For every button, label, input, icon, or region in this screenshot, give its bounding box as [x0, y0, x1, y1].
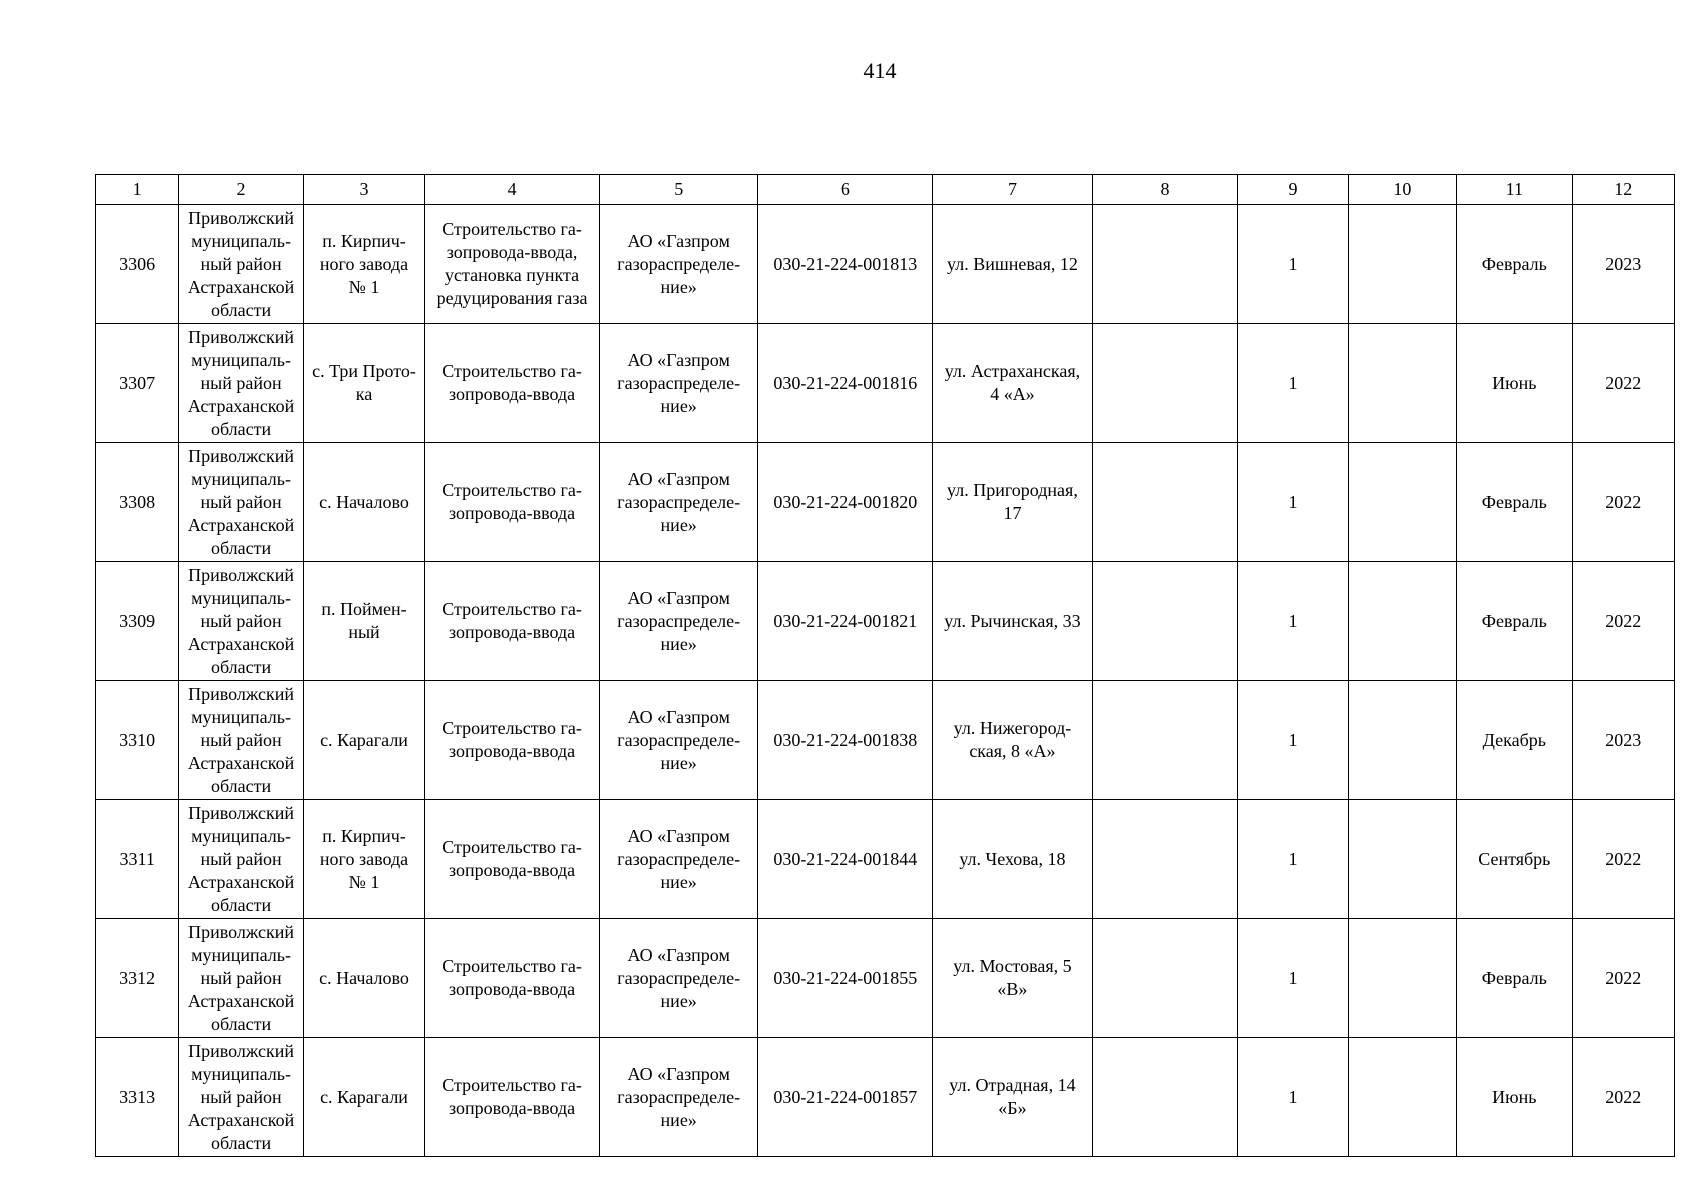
locality-cell	[303, 919, 424, 1038]
month-cell-text: Февраль	[1481, 253, 1547, 274]
quantity-cell-text: 1	[1288, 848, 1298, 869]
quantity-cell	[1238, 919, 1348, 1038]
year-cell	[1572, 443, 1674, 562]
table-row	[96, 205, 1675, 324]
year-cell	[1572, 1038, 1674, 1157]
locality-cell-text: с. Карагали	[320, 729, 408, 750]
column-10-cell	[1348, 800, 1456, 919]
address-cell-text: ул. Чехова, 18	[959, 848, 1066, 869]
organization-cell-text: АО «Газпром газораспределе- ние»	[617, 944, 741, 1011]
row-number-cell	[96, 800, 179, 919]
table-body	[96, 205, 1675, 1157]
year-cell-text: 2022	[1605, 848, 1642, 869]
locality-cell	[303, 681, 424, 800]
column-10-cell	[1348, 205, 1456, 324]
address-cell-text: ул. Отрадная, 14 «Б»	[949, 1075, 1076, 1118]
column-8-cell	[1092, 205, 1238, 324]
quantity-cell-text: 1	[1288, 1086, 1298, 1107]
address-cell	[933, 205, 1093, 324]
column-8-cell	[1092, 562, 1238, 681]
table-row	[96, 1038, 1675, 1157]
month-cell-text: Сентябрь	[1478, 848, 1551, 869]
table-row	[96, 800, 1675, 919]
quantity-cell	[1238, 324, 1348, 443]
work-type-cell	[425, 1038, 600, 1157]
district-cell-text: Приволжский муниципаль- ный район Астраханской области	[187, 207, 295, 320]
month-cell	[1457, 1038, 1572, 1157]
address-cell-text: ул. Пригородная, 17	[947, 480, 1078, 523]
work-type-cell	[425, 562, 600, 681]
column-header: 1	[96, 175, 179, 205]
column-8-cell	[1092, 919, 1238, 1038]
locality-cell	[303, 443, 424, 562]
row-number-cell	[96, 562, 179, 681]
column-header: 2	[179, 175, 303, 205]
year-cell-text: 2022	[1605, 967, 1642, 988]
quantity-cell-text: 1	[1288, 729, 1298, 750]
locality-cell-text: с. Началово	[319, 967, 409, 988]
table-row	[96, 919, 1675, 1038]
address-cell	[933, 800, 1093, 919]
work-type-cell-text: Строительство га- зопровода-ввода	[442, 956, 582, 999]
organization-cell-text: АО «Газпром газораспределе- ние»	[617, 349, 741, 416]
object-code-cell	[758, 800, 933, 919]
object-code-cell	[758, 205, 933, 324]
object-code-cell-text: 030-21-224-001813	[773, 253, 918, 274]
month-cell	[1457, 205, 1572, 324]
object-code-cell-text: 030-21-224-001838	[773, 729, 918, 750]
table-row	[96, 443, 1675, 562]
work-type-cell-text: Строительство га- зопровода-ввода	[442, 837, 582, 880]
row-number-cell	[96, 681, 179, 800]
work-type-cell	[425, 919, 600, 1038]
month-cell-text: Февраль	[1481, 967, 1547, 988]
organization-cell-text: АО «Газпром газораспределе- ние»	[617, 587, 741, 654]
address-cell	[933, 443, 1093, 562]
locality-cell	[303, 562, 424, 681]
organization-cell	[599, 562, 758, 681]
district-cell-text: Приволжский муниципаль- ный район Астраханской области	[187, 683, 295, 796]
column-header: 6	[758, 175, 933, 205]
quantity-cell	[1238, 562, 1348, 681]
year-cell	[1572, 681, 1674, 800]
year-cell-text: 2022	[1605, 491, 1642, 512]
row-number-cell	[96, 1038, 179, 1157]
data-table	[95, 174, 1675, 1157]
district-cell	[179, 205, 303, 324]
work-type-cell-text: Строительство га- зопровода-ввода	[442, 480, 582, 523]
table-header	[96, 175, 1675, 205]
year-cell	[1572, 800, 1674, 919]
locality-cell-text: п. Кирпич- ного завода № 1	[319, 825, 409, 892]
object-code-cell	[758, 681, 933, 800]
organization-cell-text: АО «Газпром газораспределе- ние»	[617, 1063, 741, 1130]
district-cell-text: Приволжский муниципаль- ный район Астраханской области	[187, 445, 295, 558]
district-cell	[179, 324, 303, 443]
quantity-cell-text: 1	[1288, 491, 1298, 512]
quantity-cell	[1238, 681, 1348, 800]
address-cell	[933, 919, 1093, 1038]
address-cell-text: ул. Астраханская, 4 «А»	[944, 361, 1081, 404]
organization-cell-text: АО «Газпром газораспределе- ние»	[617, 706, 741, 773]
column-header: 9	[1238, 175, 1348, 205]
year-cell-text: 2022	[1605, 1086, 1642, 1107]
district-cell	[179, 562, 303, 681]
column-8-cell	[1092, 443, 1238, 562]
locality-cell-text: с. Началово	[319, 491, 409, 512]
row-number-cell	[96, 443, 179, 562]
organization-cell	[599, 1038, 758, 1157]
column-8-cell	[1092, 681, 1238, 800]
column-8-cell	[1092, 1038, 1238, 1157]
work-type-cell-text: Строительство га- зопровода-ввода, установка пункта редуцирования газа	[436, 219, 588, 308]
row-number-cell	[96, 919, 179, 1038]
district-cell-text: Приволжский муниципаль- ный район Астраханской области	[187, 1040, 295, 1153]
month-cell	[1457, 324, 1572, 443]
work-type-cell	[425, 443, 600, 562]
object-code-cell-text: 030-21-224-001820	[773, 491, 918, 512]
district-cell	[179, 681, 303, 800]
header-row	[96, 175, 1675, 205]
month-cell-text: Февраль	[1481, 610, 1547, 631]
column-10-cell	[1348, 919, 1456, 1038]
object-code-cell	[758, 443, 933, 562]
organization-cell-text: АО «Газпром газораспределе- ние»	[617, 230, 741, 297]
column-header: 10	[1348, 175, 1456, 205]
object-code-cell-text: 030-21-224-001816	[773, 372, 918, 393]
month-cell	[1457, 919, 1572, 1038]
quantity-cell	[1238, 205, 1348, 324]
organization-cell-text: АО «Газпром газораспределе- ние»	[617, 825, 741, 892]
year-cell-text: 2022	[1605, 610, 1642, 631]
month-cell	[1457, 800, 1572, 919]
quantity-cell-text: 1	[1288, 253, 1298, 274]
quantity-cell-text: 1	[1288, 967, 1298, 988]
year-cell	[1572, 919, 1674, 1038]
year-cell-text: 2023	[1605, 253, 1642, 274]
object-code-cell-text: 030-21-224-001855	[773, 967, 918, 988]
month-cell-text: Июнь	[1492, 1086, 1537, 1107]
column-header: 11	[1457, 175, 1572, 205]
address-cell	[933, 562, 1093, 681]
column-header: 8	[1092, 175, 1238, 205]
work-type-cell	[425, 800, 600, 919]
row-number-cell-text: 3313	[119, 1086, 156, 1107]
column-header: 12	[1572, 175, 1674, 205]
organization-cell	[599, 800, 758, 919]
column-10-cell	[1348, 681, 1456, 800]
work-type-cell	[425, 205, 600, 324]
work-type-cell-text: Строительство га- зопровода-ввода	[442, 599, 582, 642]
table-row	[96, 681, 1675, 800]
quantity-cell	[1238, 1038, 1348, 1157]
month-cell-text: Декабрь	[1482, 729, 1546, 750]
row-number-cell-text: 3310	[119, 729, 156, 750]
year-cell-text: 2023	[1605, 729, 1642, 750]
month-cell-text: Февраль	[1481, 491, 1547, 512]
quantity-cell	[1238, 800, 1348, 919]
organization-cell	[599, 681, 758, 800]
month-cell	[1457, 681, 1572, 800]
page-number: 414	[863, 58, 897, 83]
district-cell-text: Приволжский муниципаль- ный район Астраханской области	[187, 564, 295, 677]
row-number-cell-text: 3312	[119, 967, 156, 988]
year-cell-text: 2022	[1605, 372, 1642, 393]
object-code-cell-text: 030-21-224-001844	[773, 848, 918, 869]
object-code-cell	[758, 324, 933, 443]
organization-cell	[599, 443, 758, 562]
row-number-cell-text: 3308	[119, 491, 156, 512]
address-cell	[933, 1038, 1093, 1157]
column-header: 5	[599, 175, 758, 205]
column-10-cell	[1348, 443, 1456, 562]
locality-cell-text: п. Кирпич- ного завода № 1	[319, 230, 409, 297]
address-cell	[933, 681, 1093, 800]
district-cell	[179, 919, 303, 1038]
quantity-cell-text: 1	[1288, 372, 1298, 393]
work-type-cell	[425, 681, 600, 800]
district-cell-text: Приволжский муниципаль- ный район Астраханской области	[187, 326, 295, 439]
object-code-cell	[758, 919, 933, 1038]
table-row	[96, 562, 1675, 681]
month-cell	[1457, 562, 1572, 681]
district-cell-text: Приволжский муниципаль- ный район Астраханской области	[187, 921, 295, 1034]
district-cell	[179, 1038, 303, 1157]
column-10-cell	[1348, 324, 1456, 443]
address-cell-text: ул. Вишневая, 12	[947, 253, 1078, 274]
locality-cell	[303, 1038, 424, 1157]
month-cell-text: Июнь	[1492, 372, 1537, 393]
object-code-cell-text: 030-21-224-001857	[773, 1086, 918, 1107]
organization-cell	[599, 919, 758, 1038]
work-type-cell	[425, 324, 600, 443]
object-code-cell	[758, 1038, 933, 1157]
locality-cell-text: с. Карагали	[320, 1086, 408, 1107]
row-number-cell	[96, 324, 179, 443]
organization-cell	[599, 205, 758, 324]
column-header: 7	[933, 175, 1093, 205]
object-code-cell-text: 030-21-224-001821	[773, 610, 918, 631]
district-cell	[179, 800, 303, 919]
locality-cell	[303, 324, 424, 443]
row-number-cell-text: 3307	[119, 372, 156, 393]
column-header: 3	[303, 175, 424, 205]
year-cell	[1572, 324, 1674, 443]
year-cell	[1572, 205, 1674, 324]
work-type-cell-text: Строительство га- зопровода-ввода	[442, 718, 582, 761]
row-number-cell-text: 3311	[119, 848, 155, 869]
address-cell	[933, 324, 1093, 443]
work-type-cell-text: Строительство га- зопровода-ввода	[442, 1075, 582, 1118]
row-number-cell-text: 3309	[119, 610, 156, 631]
table-row	[96, 324, 1675, 443]
object-code-cell	[758, 562, 933, 681]
organization-cell-text: АО «Газпром газораспределе- ние»	[617, 468, 741, 535]
month-cell	[1457, 443, 1572, 562]
row-number-cell-text: 3306	[119, 253, 156, 274]
column-header: 4	[425, 175, 600, 205]
address-cell-text: ул. Нижегород- ская, 8 «А»	[953, 718, 1072, 761]
year-cell	[1572, 562, 1674, 681]
locality-cell	[303, 800, 424, 919]
address-cell-text: ул. Мостовая, 5 «В»	[953, 956, 1072, 999]
row-number-cell	[96, 205, 179, 324]
locality-cell-text: с. Три Прото- ка	[312, 361, 416, 404]
column-10-cell	[1348, 1038, 1456, 1157]
column-8-cell	[1092, 800, 1238, 919]
district-cell-text: Приволжский муниципаль- ный район Астраханской области	[187, 802, 295, 915]
locality-cell-text: п. Поймен- ный	[321, 599, 407, 642]
quantity-cell	[1238, 443, 1348, 562]
organization-cell	[599, 324, 758, 443]
work-type-cell-text: Строительство га- зопровода-ввода	[442, 361, 582, 404]
column-8-cell	[1092, 324, 1238, 443]
locality-cell	[303, 205, 424, 324]
address-cell-text: ул. Рычинская, 33	[944, 610, 1081, 631]
quantity-cell-text: 1	[1288, 610, 1298, 631]
column-10-cell	[1348, 562, 1456, 681]
district-cell	[179, 443, 303, 562]
